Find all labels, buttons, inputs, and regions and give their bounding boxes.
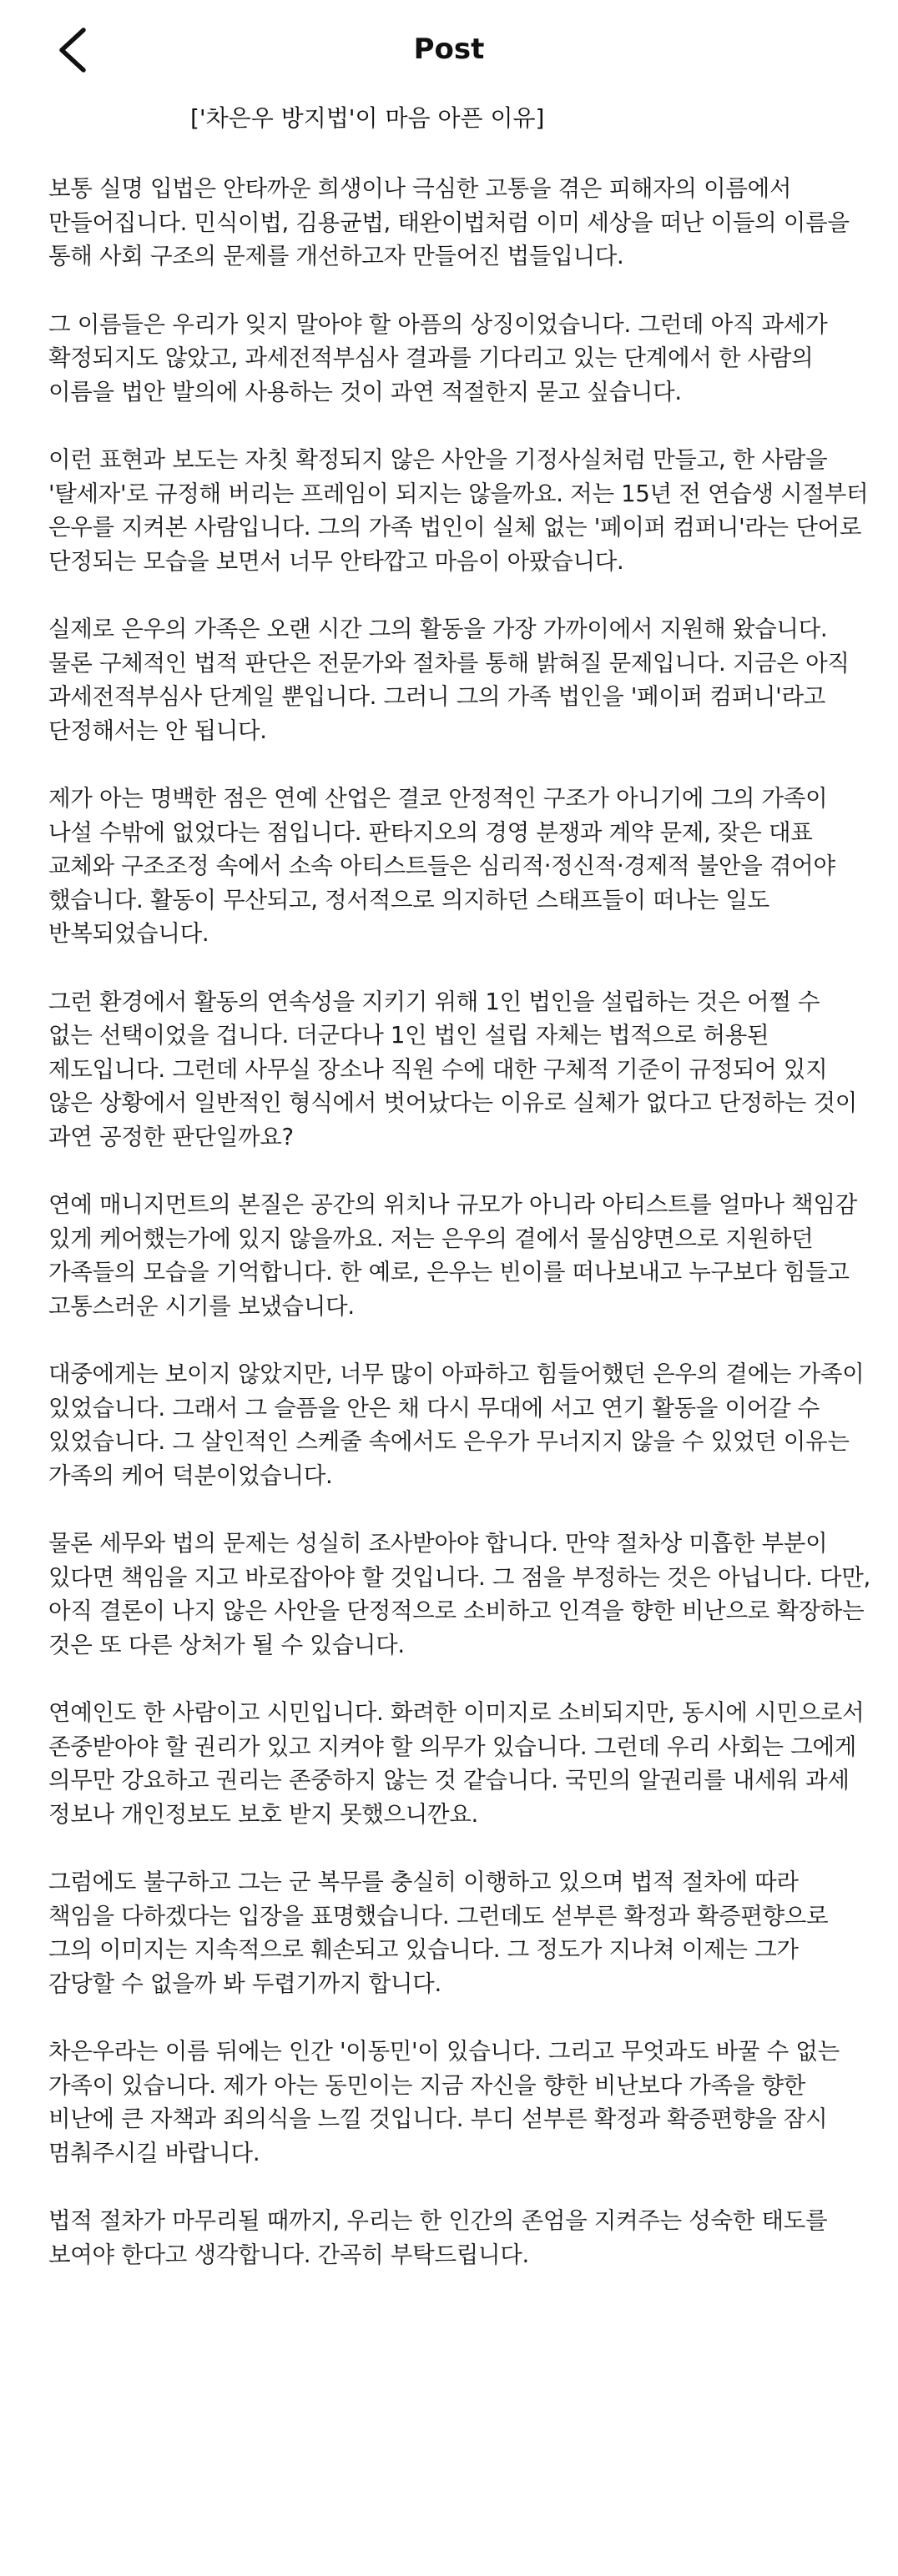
post-paragraph: 그럼에도 불구하고 그는 군 복무를 충실히 이행하고 있으며 법적 절차에 따라 책임을 다하겠다는 입장을 표명했습니다. 그런데도 섣부른 확정과 확증편향으로 그의 이미지는 지속적으로 훼손되고 있습니다. 그 정도가 지나쳐 이제는 그가 감당할 수 없을까 봐 두렵기까지 합니다.: [48, 1869, 829, 1997]
post-paragraph: 물론 세무와 법의 문제는 성실히 조사받아야 합니다. 만약 절차상 미흡한 부분이 있다면 책임을 지고 바로잡아야 할 것입니다. 그 점을 부정하는 것은 아닙니다. 다만, 아직 결론이 나지 않은 사안을 단정적으로 소비하고 인격을 향한 비난으로 확장하는 것은 또 다른 상처가 될 수 있습니다.: [48, 1530, 870, 1658]
post-paragraph: 연예인도 한 사람이고 시민입니다. 화려한 이미지로 소비되지만, 동시에 시민으로서 존중받아야 할 권리가 있고 지켜야 할 의무가 있습니다. 그런데 우리 사회는 그에게 의무만 강요하고 권리는 존중하지 않는 것 같습니다. 국민의 알권리를 내세워 과세 정보나 개인정보도 보호 받지 못했으니깐요.: [48, 1699, 865, 1828]
post-paragraph: 법적 절차가 마무리될 때까지, 우리는 한 인간의 존엄을 지켜주는 성숙한 태도를 보여야 한다고 생각합니다. 간곡히 부탁드립니다.: [48, 2207, 828, 2268]
post-paragraph: 이런 표현과 보도는 자칫 확정되지 않은 사안을 기정사실처럼 만들고, 한 사람을 '탈세자'로 규정해 버리는 프레임이 되지는 않을까요. 저는 15년 전 연습생 시절부터 은우를 지켜본 사람입니다. 그의 가족 법인이 실체 없는 '페이퍼 컴퍼니'라는 단어로 단정되는 모습을 보면서 너무 안타깝고 마음이 아팠습니다.: [48, 446, 869, 575]
post-paragraph: 제가 아는 명백한 점은 연예 산업은 결코 안정적인 구조가 아니기에 그의 가족이 나설 수밖에 없었다는 점입니다. 판타지오의 경영 분쟁과 계약 문제, 잦은 대표 교체와 구조조정 속에서 소속 아티스트들은 심리적·정신적·경제적 불안을 겪어야 했습니다. 활동이 무산되고, 정서적으로 의지하던 스태프들이 떠나는 일도 반복되었습니다.: [48, 785, 835, 947]
post-paragraph: 실제로 은우의 가족은 오랜 시간 그의 활동을 가장 가까이에서 지원해 왔습니다. 물론 구체적인 법적 판단은 전문가와 절차를 통해 밝혀질 문제입니다. 지금은 아직 과세전적부심사 단계일 뿐입니다. 그러니 그의 가족 법인을 '페이퍼 컴퍼니'라고 단정해서는 안 됩니다.: [48, 616, 850, 744]
post-paragraph: 그 이름들은 우리가 잊지 말아야 할 아픔의 상징이었습니다. 그런데 아직 과세가 확정되지도 않았고, 과세전적부심사 결과를 기다리고 있는 단계에서 한 사람의 이름을 법안 발의에 사용하는 것이 과연 적절한지 묻고 싶습니다.: [48, 310, 828, 405]
post-body: [48, 98, 870, 2272]
post-paragraph: 보통 실명 입법은 안타까운 희생이나 극심한 고통을 겪은 피해자의 이름에서 만들어집니다. 민식이법, 김용균법, 태완이법처럼 이미 세상을 떠난 이들의 이름을 통해 사회 구조의 문제를 개선하고자 만들어진 법들입니다.: [48, 175, 850, 269]
post-title: ['차은우 방지법'이 마음 아픈 이유]: [190, 104, 545, 132]
page-title: Post: [413, 33, 485, 66]
post-paragraph: 연예 매니지먼트의 본질은 공간의 위치나 규모가 아니라 아티스트를 얼마나 책임감 있게 케어했는가에 있지 않을까요. 저는 은우의 곁에서 물심양면으로 지원하던 가족들의 모습을 기억합니다. 한 예로, 은우는 빈이를 떠나보내고 누구보다 힘들고 고통스러운 시기를 보냈습니다.: [48, 1191, 857, 1320]
post-paragraph: 대중에게는 보이지 않았지만, 너무 많이 아파하고 힘들어했던 은우의 곁에는 가족이 있었습니다. 그래서 그 슬픔을 안은 채 다시 무대에 서고 연기 활동을 이어갈 수 있었습니다. 그 살인적인 스케줄 속에서도 은우가 무너지지 않을 수 있었던 이유는 가족의 케어 덕분이었습니다.: [48, 1361, 865, 1489]
post-paragraph: 그런 환경에서 활동의 연속성을 지키기 위해 1인 법인을 설립하는 것은 어쩔 수 없는 선택이었을 겁니다. 더군다나 1인 법인 설립 자체는 법적으로 허용된 제도입니다. 그런데 사무실 장소나 직원 수에 대한 구체적 기준이 규정되어 있지 않은 상황에서 일반적인 형식에서 벗어났다는 이유로 실체가 없다고 단정하는 것이 과연 공정한 판단일까요?: [48, 988, 857, 1150]
post-paragraph: 차은우라는 이름 뒤에는 인간 '이동민'이 있습니다. 그리고 무엇과도 바꿀 수 없는 가족이 있습니다. 제가 아는 동민이는 지금 자신을 향한 비난보다 가족을 향한 비난에 큰 자책과 죄의식을 느낄 것입니다. 부디 섣부른 확정과 확증편향을 잠시 멈춰주시길 바랍니다.: [48, 2038, 840, 2166]
top-bar: [0, 0, 898, 100]
